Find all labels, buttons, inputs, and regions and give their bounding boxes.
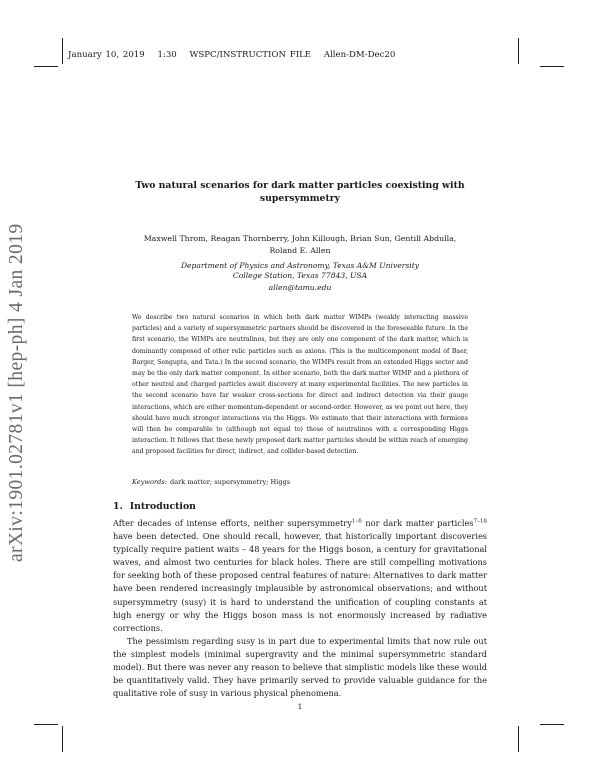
arxiv-stamp: arXiv:1901.02781v1 [hep-ph] 4 Jan 2019 (6, 223, 27, 562)
title-line: Two natural scenarios for dark matter particles coexisting with (135, 180, 465, 191)
crop-mark-bottom-right-horizontal (540, 724, 564, 725)
keywords-list: dark matter; supersymmetry; Higgs (169, 478, 291, 486)
keywords (132, 478, 468, 486)
keywords-label: Keywords: (132, 478, 167, 486)
affiliation-line: Department of Physics and Astronomy, Texas A&M University (180, 261, 420, 270)
header-file: WSPC/INSTRUCTION FILE (189, 50, 312, 60)
authors-line: Roland E. Allen (269, 245, 331, 255)
paragraph (113, 517, 487, 635)
abstract: We describe two natural scenarios in which both dark matter WIMPs (weakly interacting massive particles) and a variety of supersymmetric partners should be discovered in the foreseeable future. In the first scenario, the WIMPs are neutralinos, but they are only one component of the dark matter, which is dominantly composed of other relic particles such as axions. (This is the multicomponent model of Baer, Barger, Sengupta, and Tata.) In the second scenario, the WIMPs result from an extended Higgs sector and may be the only dark matter component. In either scenario, both the dark matter WIMP and a plethora of other neutral and charged particles await discovery at many experimental facilities. The new particles in the second scenario have far weaker cross-sections for direct and indirect detection via their gauge interactions, which are either momentum-dependent or second-order. However, as we point out here, they should have much stronger interactions via the Higgs. We estimate that their interactions with fermions will then be comparable to (although not equal to) those of neutralinos with a corresponding Higgs interaction. It follows that these newly proposed dark matter particles should be within reach of emerging and proposed facilities for direct, indirect, and collider-based detection. (132, 314, 468, 456)
body-text (113, 517, 487, 700)
affiliation-line: College Station, Texas 77843, USA (232, 271, 368, 281)
header-date: January 10, 2019 (68, 50, 145, 60)
crop-mark-top-right-vertical (518, 38, 519, 64)
crop-mark-bottom-right-vertical (518, 726, 519, 752)
title-line: supersymmetry (259, 192, 341, 204)
crop-mark-bottom-left-vertical (62, 726, 63, 752)
paragraph-text: nor dark matter particles (361, 518, 474, 528)
crop-mark-bottom-left-horizontal (34, 724, 58, 725)
paragraph-text: have been detected. One should recall, however, that historically important discoveries typically require patient waits – 48 years for the Higgs boson, a century for gravitational waves, and almost two centuries for black holes. There are still compelling motivations for seeking both of these proposed central features of nature: Alternatives to dark matter have been rendered increasingly implausible by astronomical observations; and without supersymmetry (susy) it is hard to understand the unification of coupling constants at high energy or why the Higgs boson mass is not enormously increased by radiative corrections. (113, 531, 487, 633)
section-number: 1. (113, 501, 123, 512)
affiliation (150, 261, 450, 282)
page-number: 1 (297, 702, 303, 711)
author-list (110, 233, 490, 256)
crop-mark-top-left-vertical (62, 38, 63, 64)
crop-mark-top-left-horizontal (34, 66, 58, 67)
header-name: Allen-DM-Dec20 (323, 50, 396, 60)
section-heading (113, 501, 203, 512)
citation-ref: 7–18 (473, 518, 487, 525)
header-time: 1:30 (157, 50, 177, 60)
authors-line: Maxwell Throm, Reagan Thornberry, John Killough, Brian Sun, Gentill Abdulla, (143, 234, 457, 243)
running-head (68, 50, 404, 60)
citation-ref: 1–6 (351, 518, 362, 525)
author-email: allen@tamu.edu (268, 283, 332, 292)
section-title: Introduction (129, 501, 196, 512)
crop-mark-top-right-horizontal (540, 66, 564, 67)
paragraph: The pessimism regarding susy is in part due to experimental limits that now rule out the simplest models (minimal supergravity and the minimal supersymmetric standard model). But there was never any reason to believe that simplistic models like these would be quantitatively valid. They have primarily served to provide valuable guidance for the qualitative role of susy in various physical phenomena. (113, 635, 487, 699)
paragraph-text: After decades of intense efforts, neither supersymmetry (113, 518, 352, 528)
paper-title (130, 180, 470, 205)
